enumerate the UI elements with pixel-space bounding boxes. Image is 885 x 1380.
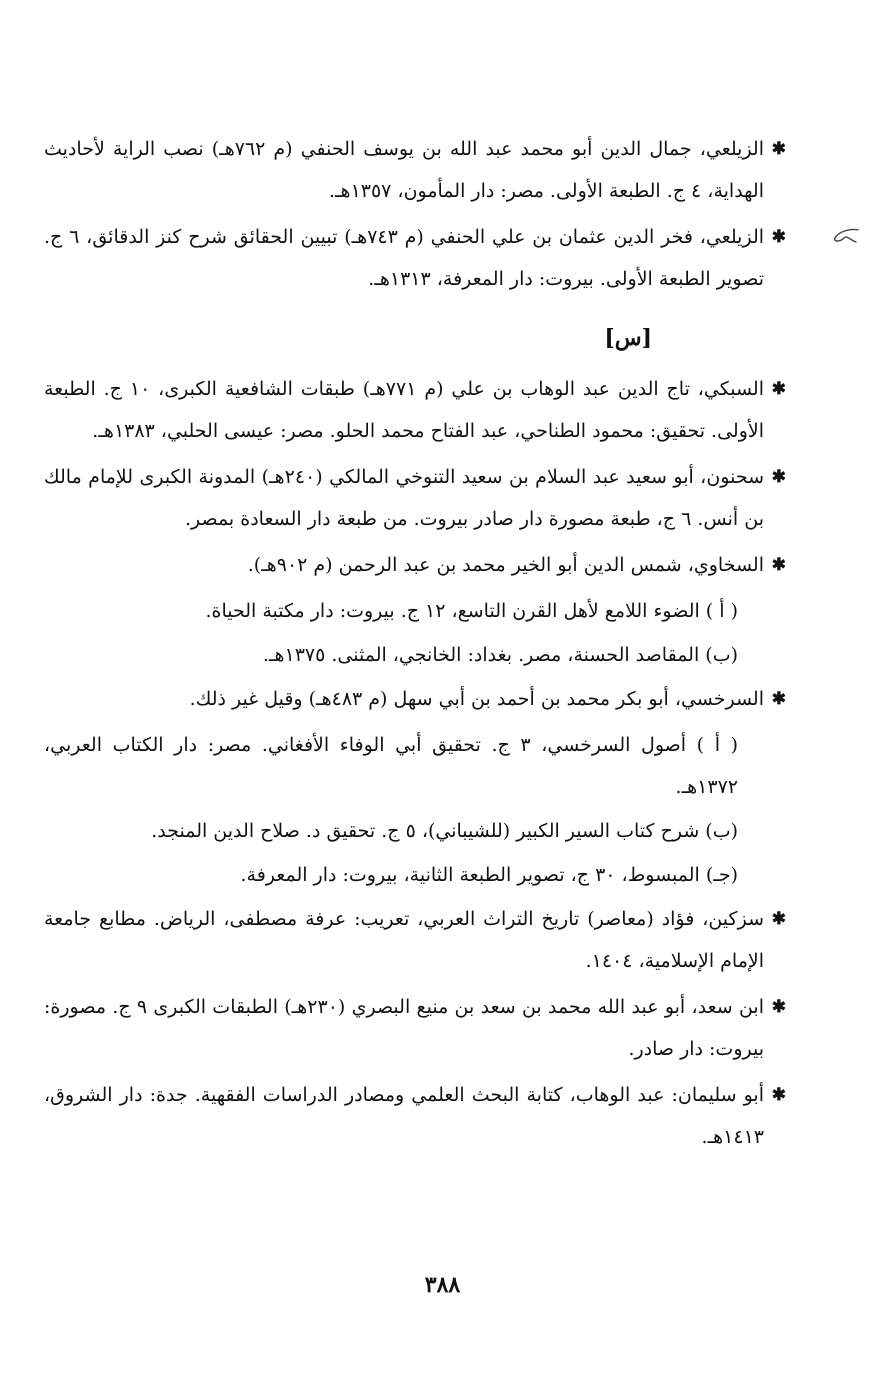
sub-entry: ( أ ) أصول السرخسي، ٣ ج. تحقيق أبي الوفاء الأفغاني. مصر: دار الكتاب العربي، ١٣٧٢هـ. (44, 734, 739, 798)
sub-entry: (ب) شرح كتاب السير الكبير (للشيباني)، ٥ ج. تحقيق د. صلاح الدين المنجد. (151, 820, 738, 842)
sub-entry: ( أ ) الضوء اللامع لأهل القرن التاسع، ١٢ ج. بيروت: دار مكتبة الحياة. (205, 600, 738, 622)
entry-text: ابن سعد، أبو عبد الله محمد بن سعد بن منيع البصري (٢٣٠هـ) الطبقات الكبرى ٩ ج. مصورة: بيروت: دار صادر. (44, 996, 764, 1060)
sub-entry: (جـ) المبسوط، ٣٠ ج، تصوير الطبعة الثانية، بيروت: دار المعرفة. (240, 864, 738, 886)
entry-text: السبكي، تاج الدين عبد الوهاب بن علي (م ٧٧١هـ) طبقات الشافعية الكبرى، ١٠ ج. الطبعة الأولى. تحقيق: محمود الطناحي، عبد الفتاح محمد الحلو. مصر: عيسى الحلبي، ١٣٨٣هـ. (44, 378, 764, 442)
bullet-icon: ✱ (771, 997, 786, 1017)
entry-text: الزيلعي، جمال الدين أبو محمد عبد الله بن يوسف الحنفي (م ٧٦٢هـ) نصب الراية لأحاديث الهداية، ٤ ج. الطبعة الأولى. مصر: دار المأمون، ١٣٥٧هـ. (44, 138, 764, 202)
bullet-icon: ✱ (771, 1085, 786, 1105)
bibliography-entry (44, 128, 786, 212)
bullet-icon: ✱ (771, 139, 786, 159)
handwritten-tick-icon (832, 226, 860, 246)
bibliography-entry (44, 456, 786, 540)
section-heading: [س] (604, 325, 652, 351)
bibliography-entry (44, 1074, 786, 1158)
bibliography-entry (44, 216, 786, 300)
bullet-icon: ✱ (771, 227, 786, 247)
bullet-icon: ✱ (771, 379, 786, 399)
entry-text: سحنون، أبو سعيد عبد السلام بن سعيد التنوخي المالكي (٢٤٠هـ) المدونة الكبرى للإمام مالك بن أنس. ٦ ج، طبعة مصورة دار صادر بيروت. من طبعة دار السعادة بمصر. (44, 466, 765, 530)
bullet-icon: ✱ (771, 467, 786, 487)
page-number: ٣٨٨ (424, 1272, 461, 1298)
bibliography-entry (44, 544, 786, 586)
entry-text: سزكين، فؤاد (معاصر) تاريخ التراث العربي، تعريب: عرفة مصطفى، الرياض. مطابع جامعة الإمام الإسلامية، ١٤٠٤. (44, 908, 764, 972)
bullet-icon: ✱ (771, 555, 786, 575)
bibliography-entry (44, 368, 786, 452)
bibliography-entry (44, 898, 786, 982)
entry-text: أبو سليمان: عبد الوهاب، كتابة البحث العلمي ومصادر الدراسات الفقهية. جدة: دار الشروق، ١٤١٣هـ. (44, 1084, 764, 1148)
bibliography-list (44, 128, 786, 1162)
bibliography-entry (44, 986, 786, 1070)
sub-entry: (ب) المقاصد الحسنة، مصر. بغداد: الخانجي، المثنى. ١٣٧٥هـ. (262, 644, 738, 666)
entry-text: الزيلعي، فخر الدين عثمان بن علي الحنفي (م ٧٤٣هـ) تبيين الحقائق شرح كنز الدقائق، ٦ ج. تصوير الطبعة الأولى. بيروت: دار المعرفة، ١٣١٣هـ. (44, 226, 765, 290)
entry-text: السرخسي، أبو بكر محمد بن أحمد بن أبي سهل (م ٤٨٣هـ) وقيل غير ذلك. (189, 688, 764, 710)
bullet-icon: ✱ (771, 689, 786, 709)
bibliography-entry (44, 678, 786, 720)
bullet-icon: ✱ (771, 909, 786, 929)
entry-text: السخاوي، شمس الدين أبو الخير محمد بن عبد الرحمن (م ٩٠٢هـ). (247, 554, 764, 576)
